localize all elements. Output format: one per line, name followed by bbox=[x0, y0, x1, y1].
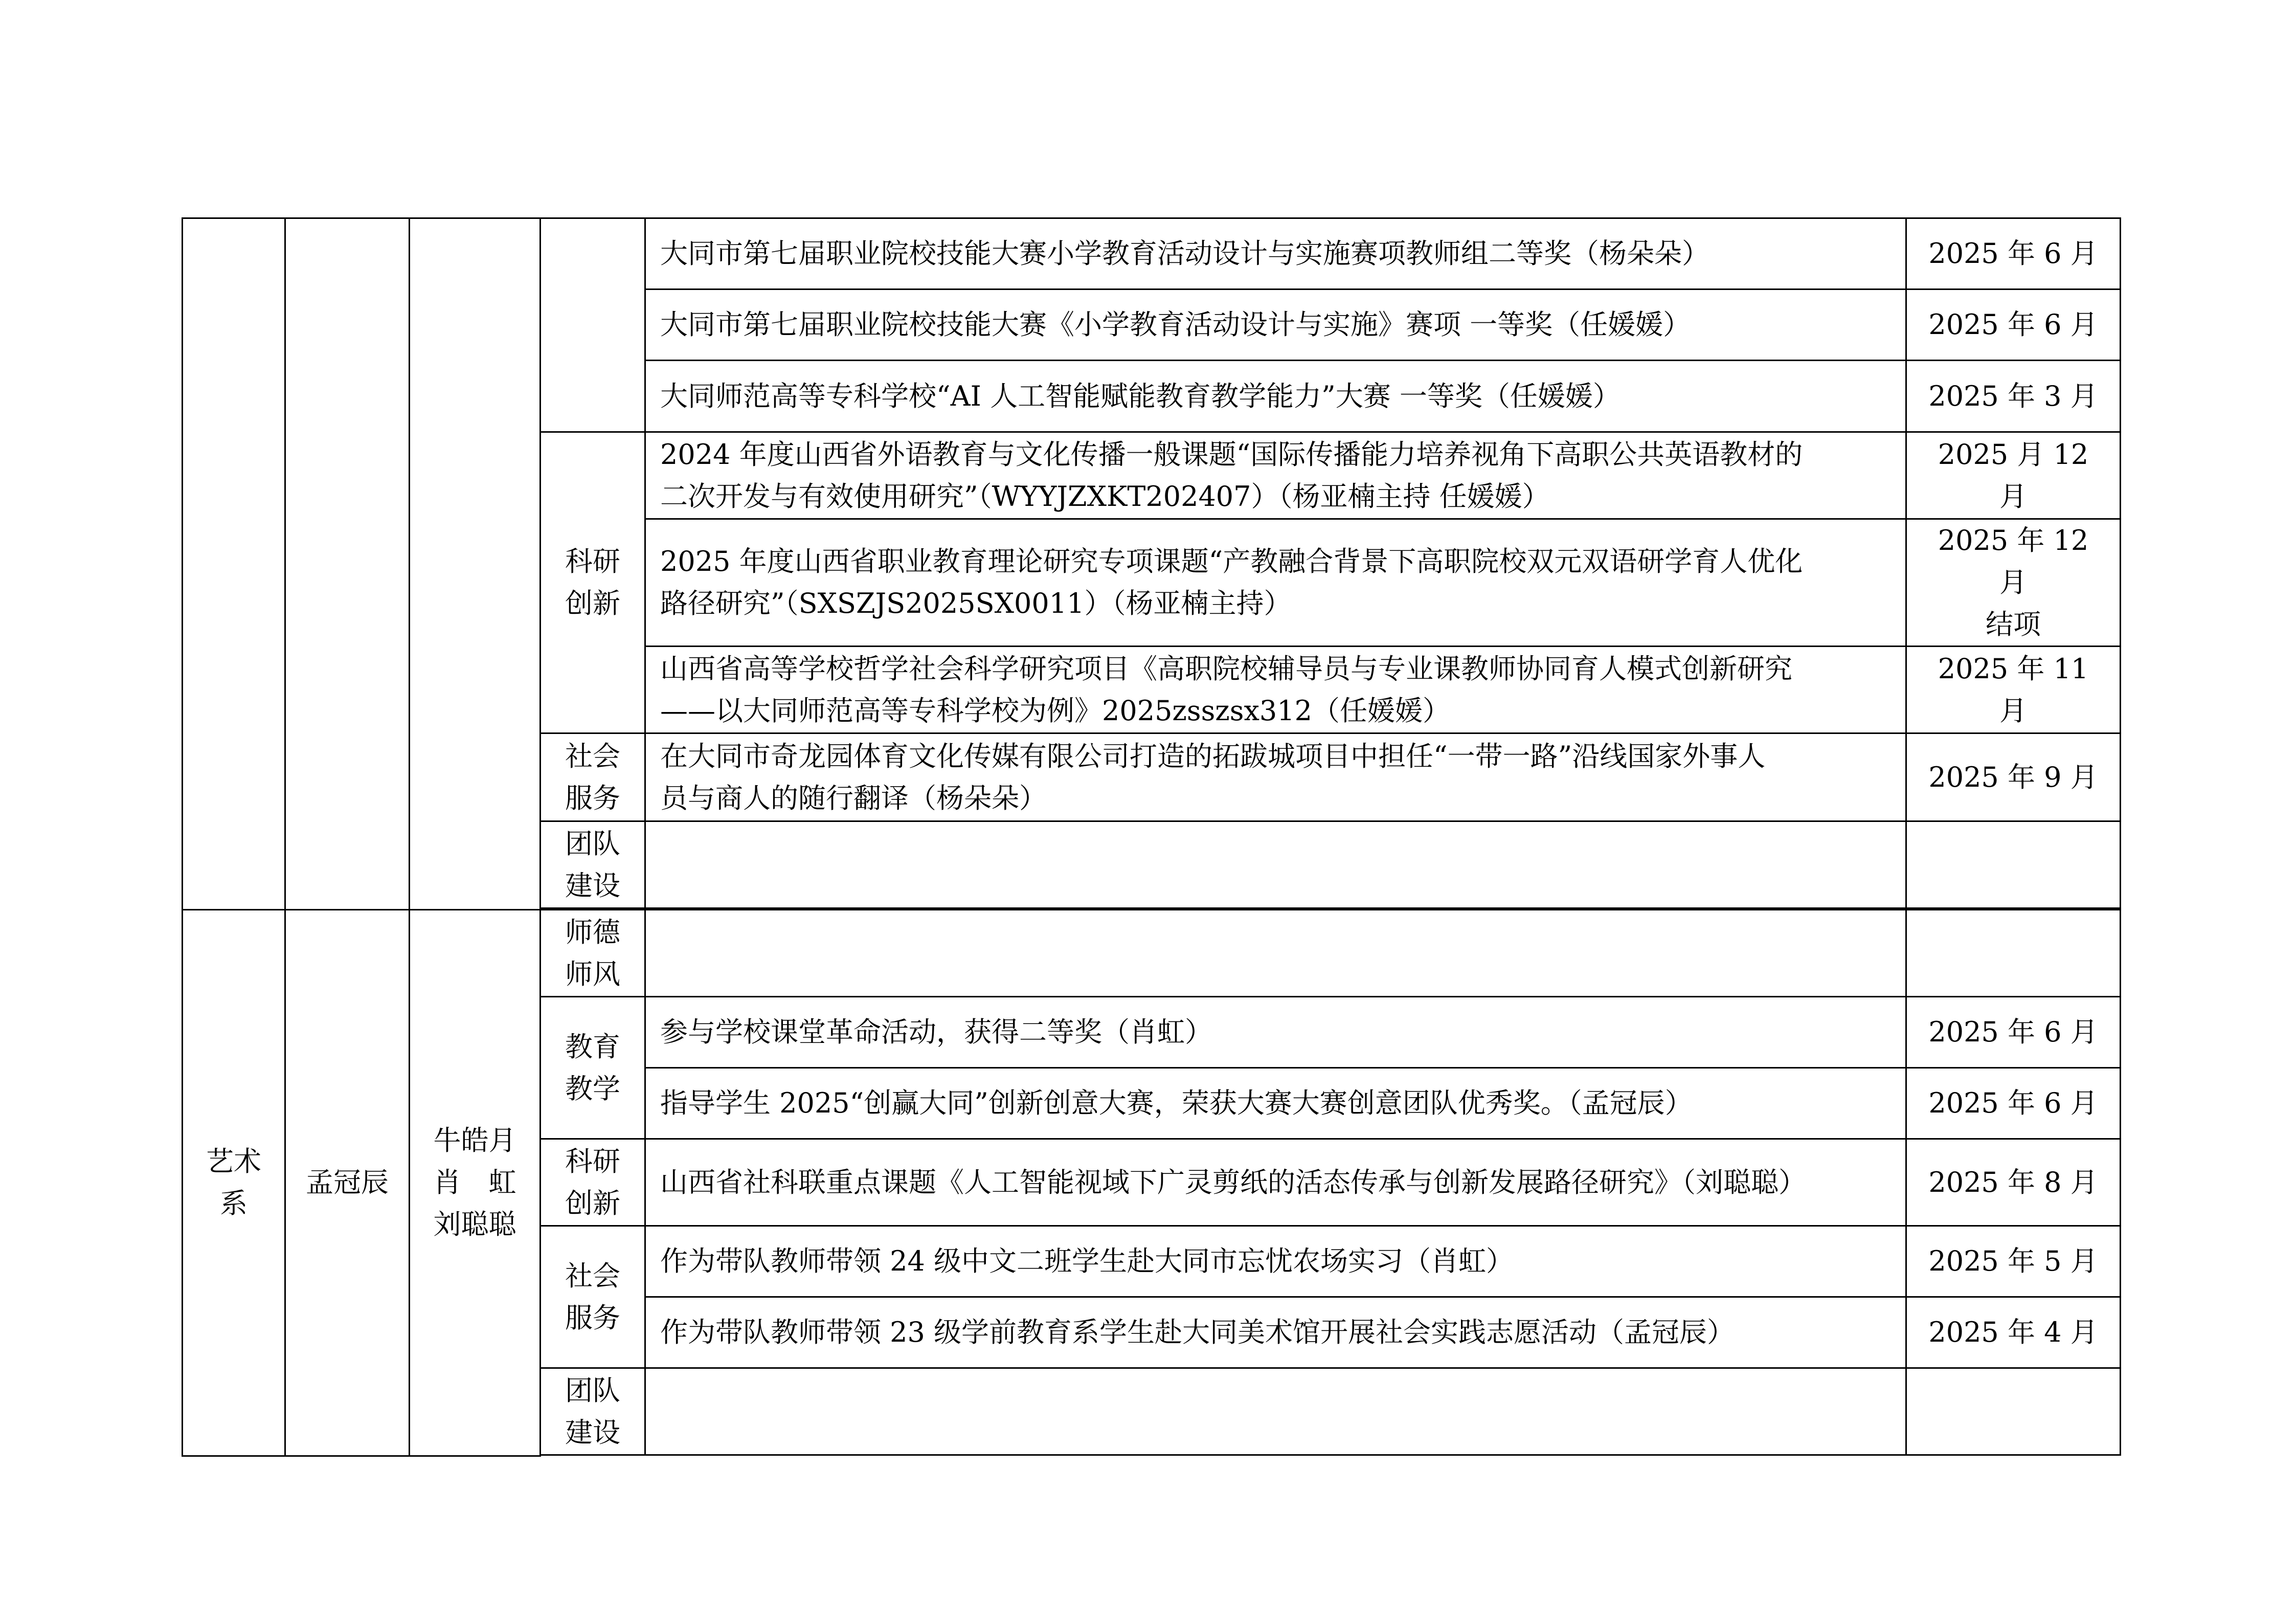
category-label: 师德 bbox=[565, 916, 620, 948]
category-label: 教育 bbox=[565, 1030, 620, 1063]
content-cell bbox=[645, 733, 1906, 821]
table-row bbox=[183, 910, 2121, 997]
category-label: 创新 bbox=[565, 587, 620, 619]
leader-cell: 孟冠辰 bbox=[285, 910, 410, 1456]
content-cell: 山西省社科联重点课题《人工智能视域下广灵剪纸的活态传承与创新发展路径研究》（刘聪聪） bbox=[645, 1139, 1906, 1226]
members-cell-empty bbox=[410, 218, 541, 910]
member-name: 肖 虹 bbox=[433, 1166, 516, 1199]
date-cell: 2025 年 6 月 bbox=[1906, 997, 2121, 1068]
content-cell: 作为带队教师带领 23 级学前教育系学生赴大同美术馆开展社会实践志愿活动（孟冠辰） bbox=[645, 1297, 1906, 1368]
leader-cell-empty bbox=[285, 218, 410, 910]
category-cell-social bbox=[541, 1226, 645, 1368]
date-cell-empty bbox=[1906, 910, 2121, 997]
category-label: 社会 bbox=[565, 1259, 620, 1292]
date-cell-empty bbox=[1906, 821, 2121, 908]
category-label: 团队 bbox=[565, 1374, 620, 1407]
table-row bbox=[183, 218, 2121, 290]
content-cell-empty bbox=[645, 1368, 1906, 1455]
date-cell: 2025 年 4 月 bbox=[1906, 1297, 2121, 1368]
category-label: 科研 bbox=[565, 1145, 620, 1177]
category-label: 服务 bbox=[565, 782, 620, 814]
content-cell: 指导学生 2025“创赢大同”创新创意大赛，荣获大赛大赛创意团队优秀奖。（孟冠辰） bbox=[645, 1068, 1906, 1139]
dept-label: 艺术 bbox=[206, 1145, 261, 1178]
dept-label: 系 bbox=[220, 1187, 247, 1220]
content-line: ——以大同师范高等专科学校为例》2025zsszsx312（任媛媛） bbox=[660, 694, 1450, 727]
date-cell: 2025 年 6 月 bbox=[1906, 290, 2121, 361]
content-cell: 参与学校课堂革命活动，获得二等奖（肖虹） bbox=[645, 997, 1906, 1068]
category-cell-research bbox=[541, 1139, 645, 1226]
date-cell: 2025 年 6 月 bbox=[1906, 218, 2121, 290]
category-label: 建设 bbox=[565, 869, 620, 902]
content-cell bbox=[645, 647, 1906, 733]
category-label: 教学 bbox=[565, 1072, 620, 1105]
member-name: 刘聪聪 bbox=[433, 1208, 516, 1241]
member-name: 牛皓月 bbox=[433, 1124, 516, 1157]
date-cell: 2025 年 8 月 bbox=[1906, 1139, 2121, 1226]
date-line: 2025 年 12 月 bbox=[1938, 524, 2089, 598]
category-cell-team bbox=[541, 1368, 645, 1455]
category-cell-teaching bbox=[541, 997, 645, 1139]
category-cell-team bbox=[541, 821, 645, 908]
content-cell-empty bbox=[645, 821, 1906, 908]
content-cell-empty bbox=[645, 910, 1906, 997]
content-cell: 大同市第七届职业院校技能大赛《小学教育活动设计与实施》赛项 一等奖（任媛媛） bbox=[645, 290, 1906, 361]
content-cell: 作为带队教师带领 24 级中文二班学生赴大同市忘忧农场实习（肖虹） bbox=[645, 1226, 1906, 1297]
date-cell-empty bbox=[1906, 1368, 2121, 1455]
date-cell: 2025 年 11 月 bbox=[1906, 647, 2121, 733]
content-cell: 大同市第七届职业院校技能大赛小学教育活动设计与实施赛项教师组二等奖（杨朵朵） bbox=[645, 218, 1906, 290]
date-cell bbox=[1906, 519, 2121, 647]
content-line: 山西省高等学校哲学社会科学研究项目《高职院校辅导员与专业课教师协同育人模式创新研究 bbox=[660, 652, 1792, 685]
date-cell: 2025 年 9 月 bbox=[1906, 733, 2121, 821]
content-line: 路径研究”（SXSZJS2025SX0011）（杨亚楠主持） bbox=[660, 587, 1292, 619]
category-label: 社会 bbox=[565, 740, 620, 772]
date-cell: 2025 年 5 月 bbox=[1906, 1226, 2121, 1297]
category-cell-teaching-continued bbox=[541, 218, 645, 432]
members-cell bbox=[410, 910, 541, 1456]
category-label: 科研 bbox=[565, 545, 620, 577]
content-line: 2025 年度山西省职业教育理论研究专项课题“产教融合背景下高职院校双元双语研学育人优化 bbox=[660, 545, 1803, 577]
content-line: 二次开发与有效使用研究”（WYYJZXKT202407）（杨亚楠主持 任媛媛） bbox=[660, 480, 1550, 513]
date-line: 结项 bbox=[1986, 608, 2041, 640]
achievement-table bbox=[182, 217, 2121, 1457]
category-label: 服务 bbox=[565, 1301, 620, 1334]
content-cell: 大同师范高等专科学校“AI 人工智能赋能教育教学能力”大赛 一等奖（任媛媛） bbox=[645, 361, 1906, 432]
date-cell: 2025 年 6 月 bbox=[1906, 1068, 2121, 1139]
content-line: 2024 年度山西省外语教育与文化传播一般课题“国际传播能力培养视角下高职公共英语教材的 bbox=[660, 438, 1803, 471]
content-cell bbox=[645, 519, 1906, 647]
content-line: 员与商人的随行翻译（杨朵朵） bbox=[660, 782, 1047, 814]
category-label: 团队 bbox=[565, 827, 620, 860]
date-cell: 2025 年 3 月 bbox=[1906, 361, 2121, 432]
content-cell bbox=[645, 432, 1906, 519]
category-cell-ethics bbox=[541, 910, 645, 997]
category-label: 建设 bbox=[565, 1416, 620, 1449]
dept-cell-empty bbox=[183, 218, 285, 910]
date-cell: 2025 月 12 月 bbox=[1906, 432, 2121, 519]
category-label: 创新 bbox=[565, 1187, 620, 1219]
category-label: 师风 bbox=[565, 958, 620, 990]
category-cell-social bbox=[541, 733, 645, 821]
content-line: 在大同市奇龙园体育文化传媒有限公司打造的拓跋城项目中担任“一带一路”沿线国家外事人 bbox=[660, 740, 1766, 772]
dept-cell bbox=[183, 910, 285, 1456]
category-cell-research bbox=[541, 432, 645, 733]
